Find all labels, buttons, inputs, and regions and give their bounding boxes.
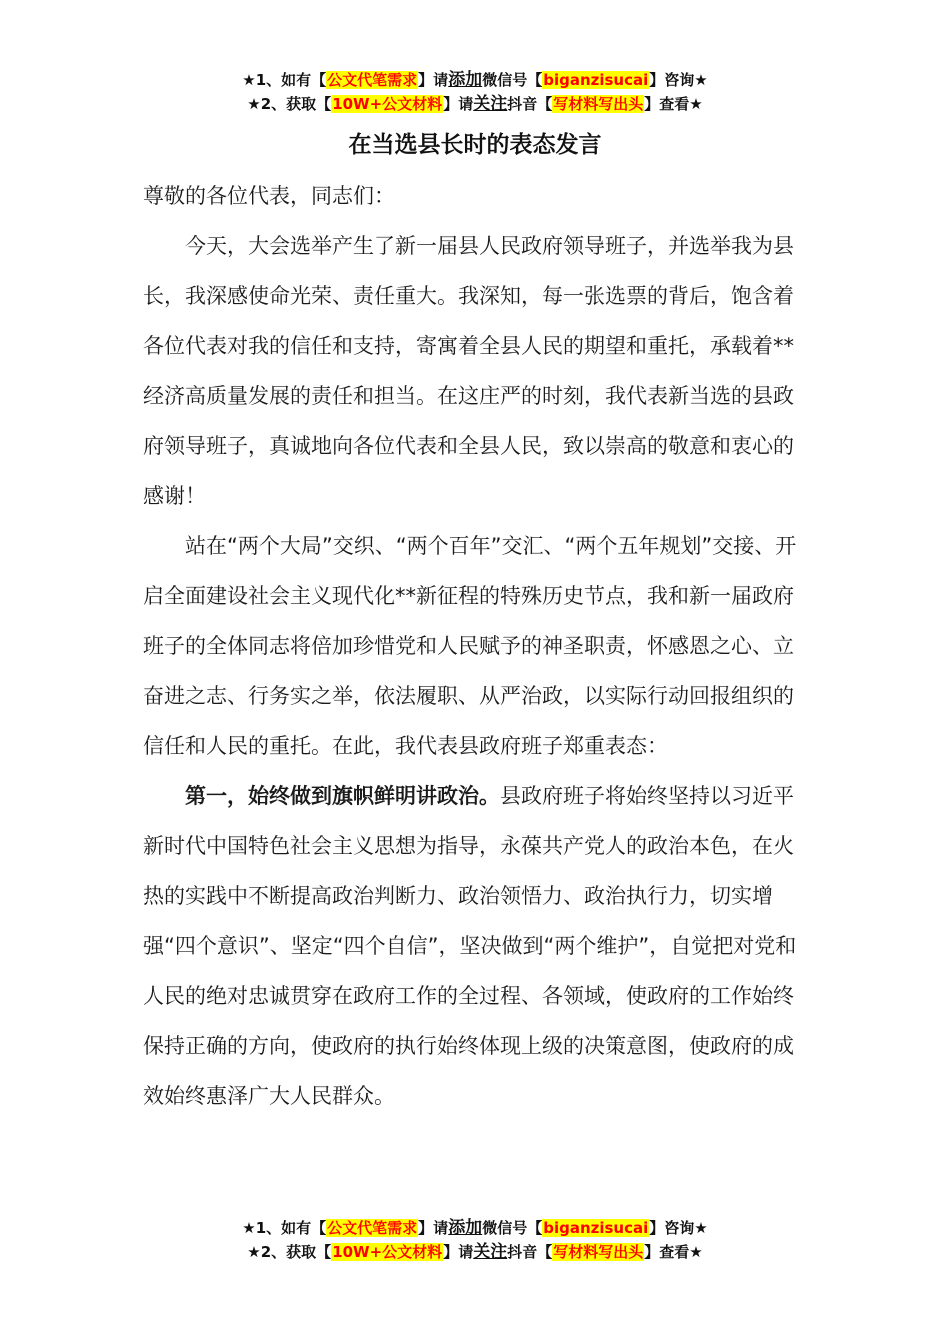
promo-highlight: 公文代笔需求 <box>327 1219 418 1237</box>
promo-highlight: 写材料写出头 <box>553 95 644 113</box>
document-title: 在当选县长时的表态发言 <box>348 132 602 158</box>
document-body <box>143 171 813 1121</box>
promo-text: 】咨询★ <box>649 71 708 89</box>
promo-line-2 <box>0 92 950 116</box>
paragraph-3-body: 县政府班子将始终坚持以习近平新时代中国特色社会主义思想为指导，永葆共产党人的政治本色，在火热的实践中不断提高政治判断力、政治领悟力、政治执行力，切实增强“四个意识”、坚定“四个自信”，坚决做到“两个维护”，自觉把对党和人民的绝对忠诚贯穿在政府工作的全过程、各领域，使政府的工作始终保持正确的方向，使政府的执行始终体现上级的决策意图，使政府的成效始终惠泽广大人民群众。 <box>143 784 797 1108</box>
promo-underline: 关注 <box>473 94 508 114</box>
paragraph-3-heading: 第一，始终做到旗帜鲜明讲政治。 <box>185 784 500 808</box>
promo-text: ★2、获取【 <box>247 95 332 113</box>
promo-underline: 添加 <box>448 1218 483 1238</box>
promo-text: ★1、如有【 <box>242 71 327 89</box>
promo-highlight: 公文代笔需求 <box>327 71 418 89</box>
promo-highlight: biganzisucai <box>543 1219 649 1237</box>
paragraph-2: 站在“两个大局”交织、“两个百年”交汇、“两个五年规划”交接、开启全面建设社会主义现代化**新征程的特殊历史节点，我和新一届政府班子的全体同志将倍加珍惜党和人民赋予的神圣职责，怀感恩之心、立奋进之志、行务实之举，依法履职、从严治政，以实际行动回报组织的信任和人民的重托。在此，我代表县政府班子郑重表态： <box>143 534 797 758</box>
promo-text: 微信号【 <box>482 71 543 89</box>
promo-text: 】请 <box>418 1219 449 1237</box>
promo-underline: 添加 <box>448 70 483 90</box>
salutation: 尊敬的各位代表，同志们： <box>143 184 395 208</box>
promo-text: 微信号【 <box>482 1219 543 1237</box>
promo-banner-top <box>0 68 950 116</box>
promo-line-1 <box>0 68 950 92</box>
promo-text: 抖音【 <box>507 1243 553 1261</box>
promo-highlight: 写材料写出头 <box>553 1243 644 1261</box>
paragraph-3 <box>143 771 813 1121</box>
promo-line-2 <box>0 1240 950 1264</box>
promo-text: 】查看★ <box>644 95 703 113</box>
promo-highlight: 10W+公文材料 <box>332 1243 443 1261</box>
promo-text: 】请 <box>443 95 474 113</box>
promo-highlight: 10W+公文材料 <box>332 95 443 113</box>
promo-text: 】请 <box>418 71 449 89</box>
promo-text: 】请 <box>443 1243 474 1261</box>
promo-underline: 关注 <box>473 1242 508 1262</box>
promo-banner-bottom <box>0 1216 950 1264</box>
promo-text: ★2、获取【 <box>247 1243 332 1261</box>
promo-text: 】咨询★ <box>649 1219 708 1237</box>
promo-text: 】查看★ <box>644 1243 703 1261</box>
promo-highlight: biganzisucai <box>543 71 649 89</box>
promo-line-1 <box>0 1216 950 1240</box>
promo-text: ★1、如有【 <box>242 1219 327 1237</box>
promo-text: 抖音【 <box>507 95 553 113</box>
paragraph-1: 今天，大会选举产生了新一届县人民政府领导班子，并选举我为县长，我深感使命光荣、责任重大。我深知，每一张选票的背后，饱含着各位代表对我的信任和支持，寄寓着全县人民的期望和重托，承载着**经济高质量发展的责任和担当。在这庄严的时刻，我代表新当选的县政府领导班子，真诚地向各位代表和全县人民，致以崇高的敬意和衷心的感谢！ <box>143 234 794 508</box>
